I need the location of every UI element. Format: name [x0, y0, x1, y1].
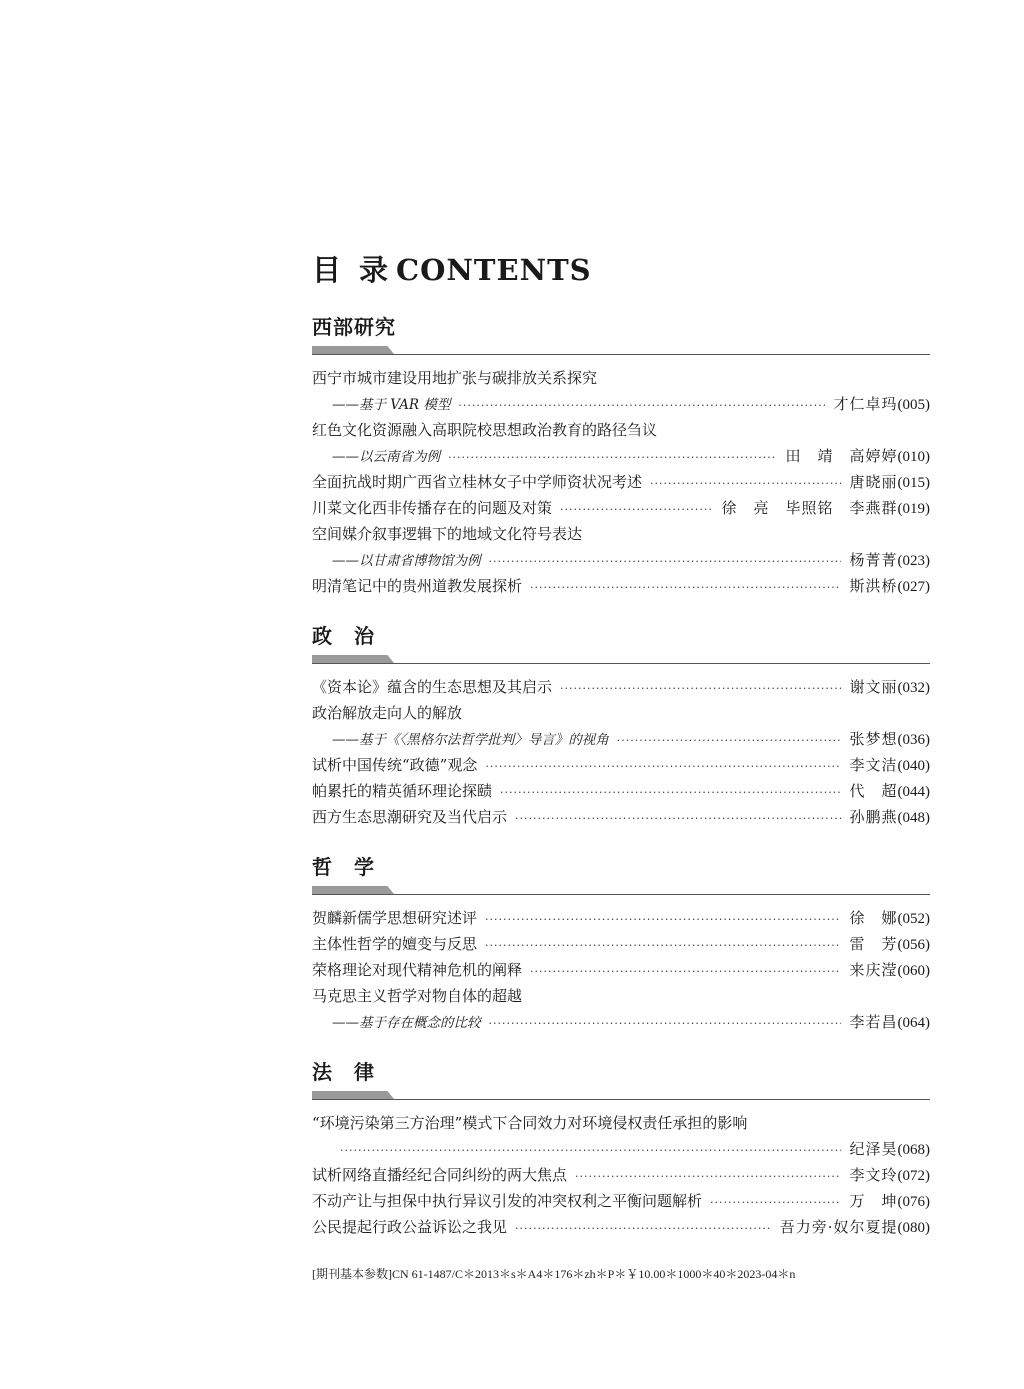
- leader-dots: [448, 445, 777, 471]
- leader-dots: [458, 393, 825, 419]
- section-divider-bar: [312, 1091, 394, 1099]
- leader-dots: [650, 471, 841, 497]
- entry-title: 主体性哲学的嬗变与反思: [312, 935, 478, 953]
- entry-page-number: (036): [897, 732, 930, 748]
- toc-entry[interactable]: [312, 1214, 930, 1240]
- toc-entry[interactable]: [312, 957, 930, 983]
- entry-page-number: (080): [897, 1220, 930, 1236]
- toc-entry[interactable]: [312, 1009, 930, 1035]
- entry-author: 张梦想: [849, 730, 898, 748]
- section-divider: [312, 655, 930, 664]
- section-divider-bar: [312, 655, 394, 663]
- entry-title: 川菜文化西非传播存在的问题及对策: [312, 499, 553, 517]
- entry-page-number: (044): [897, 784, 930, 800]
- entry-author: 谢文丽: [849, 678, 898, 696]
- toc-entry[interactable]: [312, 931, 930, 957]
- toc-entry-title-line[interactable]: [312, 1110, 930, 1136]
- entry-author: 吾力旁·奴尔夏提: [779, 1218, 898, 1236]
- table-of-contents: [312, 248, 930, 1240]
- entry-author: 万 坤: [849, 1192, 898, 1210]
- entry-author: 代 超: [849, 782, 898, 800]
- leader-dots: [500, 780, 841, 806]
- toc-section: [312, 314, 930, 599]
- toc-entry[interactable]: [312, 1188, 930, 1214]
- entry-title: “环境污染第三方治理”模式下合同效力对环境侵权责任承担的影响: [312, 1114, 748, 1132]
- entry-page-number: (010): [897, 449, 930, 465]
- leader-dots: [710, 1190, 841, 1216]
- toc-entry[interactable]: [312, 674, 930, 700]
- entry-author: 李文洁: [849, 756, 898, 774]
- toc-entry[interactable]: [312, 443, 930, 469]
- leader-dots: [530, 959, 841, 985]
- section-heading: 政 治: [312, 624, 375, 648]
- toc-section: [312, 854, 930, 1035]
- toc-entry[interactable]: [312, 1136, 930, 1162]
- section-divider: [312, 886, 930, 895]
- contents-title-en: CONTENTS: [396, 253, 592, 287]
- entry-title: 马克思主义哲学对物自体的超越: [312, 987, 523, 1005]
- toc-entry[interactable]: [312, 469, 930, 495]
- journal-parameters: [期刊基本参数]CN 61-1487/C＊2013＊s＊A4＊176＊zh＊P＊￥10.00＊1000＊40＊2023-04＊n: [312, 1267, 796, 1281]
- leader-dots: [485, 907, 841, 933]
- entry-author: 才仁卓玛: [833, 395, 898, 413]
- leader-dots: [489, 549, 842, 575]
- entry-subtitle: ——基于《〈黑格尔法哲学批判〉导言》的视角: [332, 732, 609, 748]
- section-heading: 西部研究: [312, 315, 396, 339]
- entry-title: 明清笔记中的贵州道教发展探析: [312, 577, 523, 595]
- leader-dots: [515, 1216, 772, 1242]
- entry-subtitle: ——基于存在概念的比较: [332, 1015, 481, 1031]
- toc-entry-title-line[interactable]: [312, 365, 930, 391]
- entry-author: 李文玲: [849, 1166, 898, 1184]
- leader-dots: [485, 754, 841, 780]
- toc-entry[interactable]: [312, 573, 930, 599]
- section-divider: [312, 346, 930, 355]
- toc-entry-title-line[interactable]: [312, 417, 930, 443]
- leader-dots: [575, 1164, 841, 1190]
- entry-title: 西方生态思潮研究及当代启示: [312, 808, 508, 826]
- toc-entry[interactable]: [312, 391, 930, 417]
- section-heading: 法 律: [312, 1060, 375, 1084]
- toc-entry[interactable]: [312, 495, 930, 521]
- entry-title: 全面抗战时期广西省立桂林女子中学师资状况考述: [312, 473, 643, 491]
- entry-page-number: (032): [897, 680, 930, 696]
- toc-entry-title-line[interactable]: [312, 521, 930, 547]
- toc-entry[interactable]: [312, 778, 930, 804]
- section-divider-line: [312, 354, 930, 355]
- entry-title: 红色文化资源融入高职院校思想政治教育的路径刍议: [312, 421, 658, 439]
- entry-author: 唐晓丽: [849, 473, 898, 491]
- entry-title: 试析网络直播经纪合同纠纷的两大焦点: [312, 1166, 568, 1184]
- section-divider-bar: [312, 886, 394, 894]
- entry-page-number: (060): [897, 963, 930, 979]
- toc-entry[interactable]: [312, 1162, 930, 1188]
- entry-page-number: (005): [897, 397, 930, 413]
- entry-page-number: (056): [897, 937, 930, 953]
- toc-entry[interactable]: [312, 547, 930, 573]
- entry-title: 公民提起行政公益诉讼之我见: [312, 1218, 508, 1236]
- entry-author: 孙鹏燕: [849, 808, 898, 826]
- entry-subtitle: ——以甘肃省博物馆为例: [332, 553, 481, 569]
- section-divider: [312, 1091, 930, 1100]
- toc-section: [312, 623, 930, 830]
- toc-entry-title-line[interactable]: [312, 983, 930, 1009]
- entry-page-number: (019): [897, 501, 930, 517]
- entry-page-number: (052): [897, 911, 930, 927]
- entry-author: 田 靖 高婷婷: [785, 447, 898, 465]
- section-divider-line: [312, 1099, 930, 1100]
- entry-title: 不动产让与担保中执行异议引发的冲突权利之平衡问题解析: [312, 1192, 703, 1210]
- leader-dots: [489, 1011, 842, 1037]
- entry-page-number: (048): [897, 810, 930, 826]
- toc-section: [312, 1059, 930, 1240]
- section-divider-line: [312, 894, 930, 895]
- entry-title: 试析中国传统“政德”观念: [312, 756, 478, 774]
- toc-entry[interactable]: [312, 905, 930, 931]
- leader-dots: [485, 933, 841, 959]
- entry-title: 西宁市城市建设用地扩张与碳排放关系探究: [312, 369, 598, 387]
- entry-author: 杨菁菁: [849, 551, 898, 569]
- contents-title-cn-1: 目: [312, 253, 360, 287]
- entry-page-number: (027): [897, 579, 930, 595]
- contents-title-cn-2: 录: [359, 253, 389, 287]
- entry-subtitle: ——以云南省为例: [332, 449, 440, 465]
- entry-title: 贺麟新儒学思想研究述评: [312, 909, 478, 927]
- toc-entry[interactable]: [312, 726, 930, 752]
- entry-title: 荣格理论对现代精神危机的阐释: [312, 961, 523, 979]
- toc-entry[interactable]: [312, 752, 930, 778]
- leader-dots: [560, 676, 841, 702]
- leader-dots: [530, 575, 841, 601]
- entry-page-number: (072): [897, 1168, 930, 1184]
- entry-title: 空间媒介叙事逻辑下的地域文化符号表达: [312, 525, 583, 543]
- entry-page-number: (023): [897, 553, 930, 569]
- toc-entry[interactable]: [312, 804, 930, 830]
- entry-author: 纪泽昊: [849, 1140, 898, 1158]
- entry-page-number: (068): [897, 1142, 930, 1158]
- leader-dots: [515, 806, 841, 832]
- entry-author: 来庆滢: [849, 961, 898, 979]
- leader-dots: [340, 1138, 841, 1164]
- entry-author: 徐 亮 毕照铭 李燕群: [721, 499, 898, 517]
- contents-title: [312, 248, 930, 292]
- leader-dots: [560, 497, 713, 523]
- entry-page-number: (076): [897, 1194, 930, 1210]
- entry-author: 斯洪桥: [849, 577, 898, 595]
- entry-page-number: (064): [897, 1015, 930, 1031]
- section-divider-bar: [312, 346, 394, 354]
- section-divider-line: [312, 663, 930, 664]
- entry-subtitle: ——基于 VAR 模型: [332, 397, 451, 413]
- entry-page-number: (015): [897, 475, 930, 491]
- entry-title: 《资本论》蕴含的生态思想及其启示: [312, 678, 553, 696]
- entry-author: 雷 芳: [849, 935, 898, 953]
- entry-author: 李若昌: [849, 1013, 898, 1031]
- entry-page-number: (040): [897, 758, 930, 774]
- section-heading: 哲 学: [312, 855, 375, 879]
- toc-entry-title-line[interactable]: [312, 700, 930, 726]
- entry-title: 帕累托的精英循环理论探赜: [312, 782, 493, 800]
- sections-container: [312, 314, 930, 1240]
- entry-author: 徐 娜: [849, 909, 898, 927]
- leader-dots: [617, 728, 842, 754]
- entry-title: 政治解放走向人的解放: [312, 704, 463, 722]
